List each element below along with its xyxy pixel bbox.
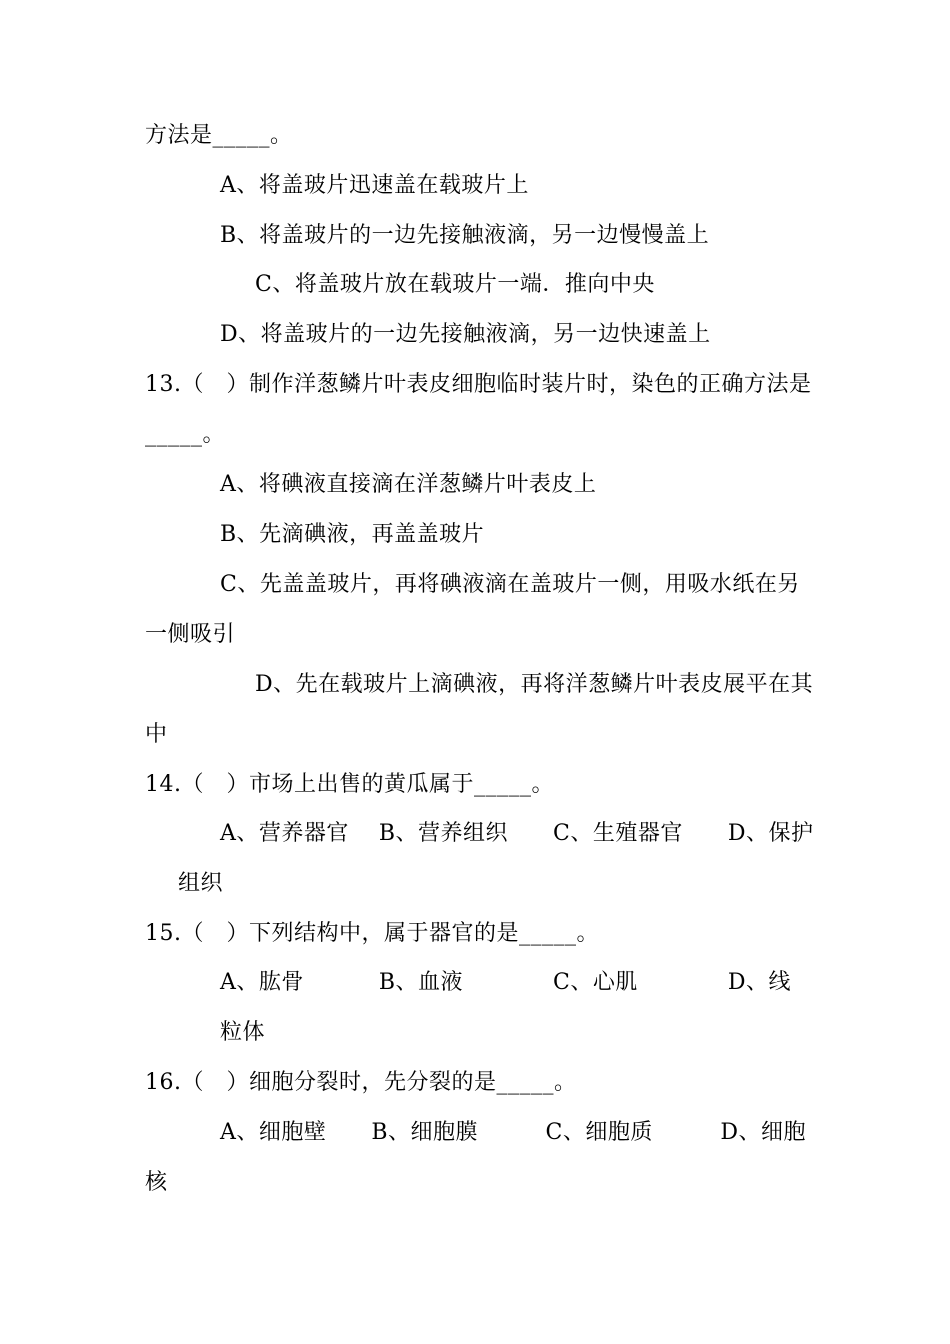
option-line: A、营养器官 B、营养组织 C、生殖器官 D、保护 [220,821,814,846]
text-line: 核 [145,1170,168,1195]
question-14: 14.（ ）市场上出售的黄瓜属于_____。 [145,772,554,797]
option-line: A、细胞壁 B、细胞膜 C、细胞质 D、细胞 [220,1120,807,1145]
option-line: C、先盖盖玻片，再将碘液滴在盖玻片一侧，用吸水纸在另 [220,572,800,597]
question-16: 16.（ ）细胞分裂时，先分裂的是_____。 [145,1070,577,1095]
option-line: D、先在载玻片上滴碘液，再将洋葱鳞片叶表皮展平在其 [255,672,814,697]
option-line: B、将盖玻片的一边先接触液滴，另一边慢慢盖上 [220,223,710,248]
question-15: 15.（ ）下列结构中，属于器官的是_____。 [145,921,599,946]
text-line: 粒体 [220,1020,266,1045]
text-line: 方法是_____。 [145,123,293,148]
option-line: A、将盖玻片迅速盖在载玻片上 [220,173,529,198]
text-line: 中 [145,722,168,747]
option-line: D、将盖玻片的一边先接触液滴，另一边快速盖上 [220,322,711,347]
option-line: A、将碘液直接滴在洋葱鳞片叶表皮上 [220,472,597,497]
option-line: A、肱骨 B、血液 C、心肌 D、线 [220,970,792,995]
text-line: 组织 [178,871,224,896]
option-line: B、先滴碘液，再盖盖玻片 [220,522,485,547]
text-line: _____。 [145,422,226,447]
question-13: 13.（ ）制作洋葱鳞片叶表皮细胞临时装片时，染色的正确方法是 [145,372,812,397]
text-line: 一侧吸引 [145,622,236,647]
option-line: C、将盖玻片放在载玻片一端．推向中央 [255,272,655,297]
